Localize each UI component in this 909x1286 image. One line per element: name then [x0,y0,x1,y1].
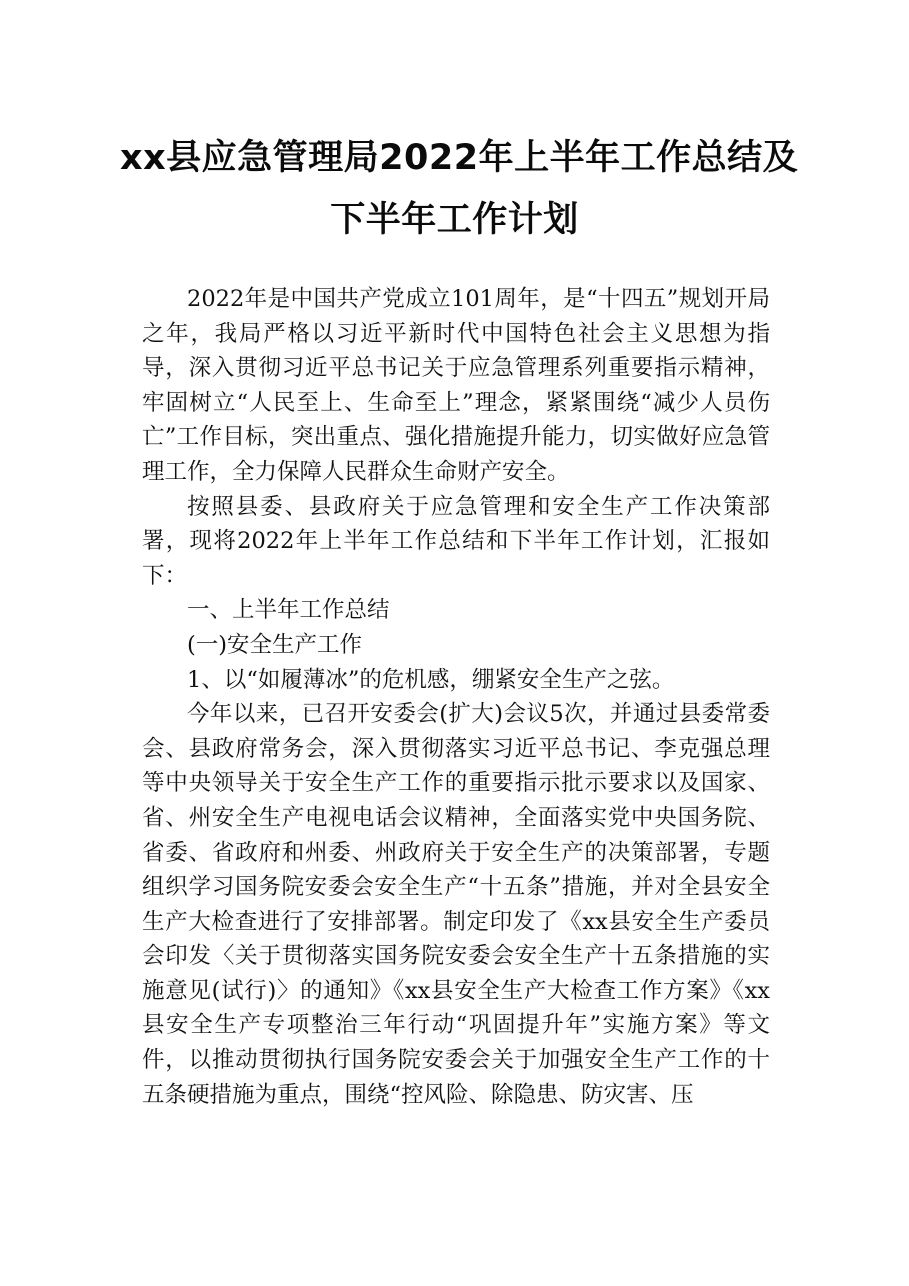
document-body [142,282,770,1112]
document-title-line-1: xx县应急管理局2022年上半年工作总结及 [120,138,799,178]
body-paragraph: 今年以来，已召开安委会(扩大)会议5次，并通过县委常委会、县政府常务会，深入贯彻落实习近平总书记、李克强总理等中央领导关于安全生产工作的重要指示批示要求以及国家、省、州安全生产电视电话会议精神，全面落实党中央国务院、省委、省政府和州委、州政府关于安全生产的决策部署，专题组织学习国务院安委会安全生产“十五条”措施，并对全县安全生产大检查进行了安排部署。制定印发了《xx县安全生产委员会印发〈关于贯彻落实国务院安委会安全生产十五条措施的实施意见(试行)〉的通知》《xx县安全生产大检查工作方案》《xx县安全生产专项整治三年行动“巩固提升年”实施方案》等文件，以推动贯彻执行国务院安委会关于加强安全生产工作的十五条硬措施为重点，围绕“控风险、除隐患、防灾害、压 [142,701,770,1108]
report-paragraph: 按照县委、县政府关于应急管理和安全生产工作决策部署，现将2022年上半年工作总结和下半年工作计划，汇报如下： [142,493,770,589]
item-heading: 1、以“如履薄冰”的危机感，绷紧安全生产之弦。 [187,666,675,693]
section-heading: 一、上半年工作总结 [187,597,390,624]
intro-paragraph: 2022年是中国共产党成立101周年，是“十四五”规划开局之年，我局严格以习近平新时代中国特色社会主义思想为指导，深入贯彻习近平总书记关于应急管理系列重要指示精神，牢固树立“人民至上、生命至上”理念，紧紧围绕“减少人员伤亡”工作目标，突出重点、强化措施提升能力，切实做好应急管理工作，全力保障人民群众生命财产安全。 [142,286,770,485]
document-title-line-2: 下半年工作计划 [330,200,579,240]
subsection-heading: (一)安全生产工作 [187,631,363,658]
